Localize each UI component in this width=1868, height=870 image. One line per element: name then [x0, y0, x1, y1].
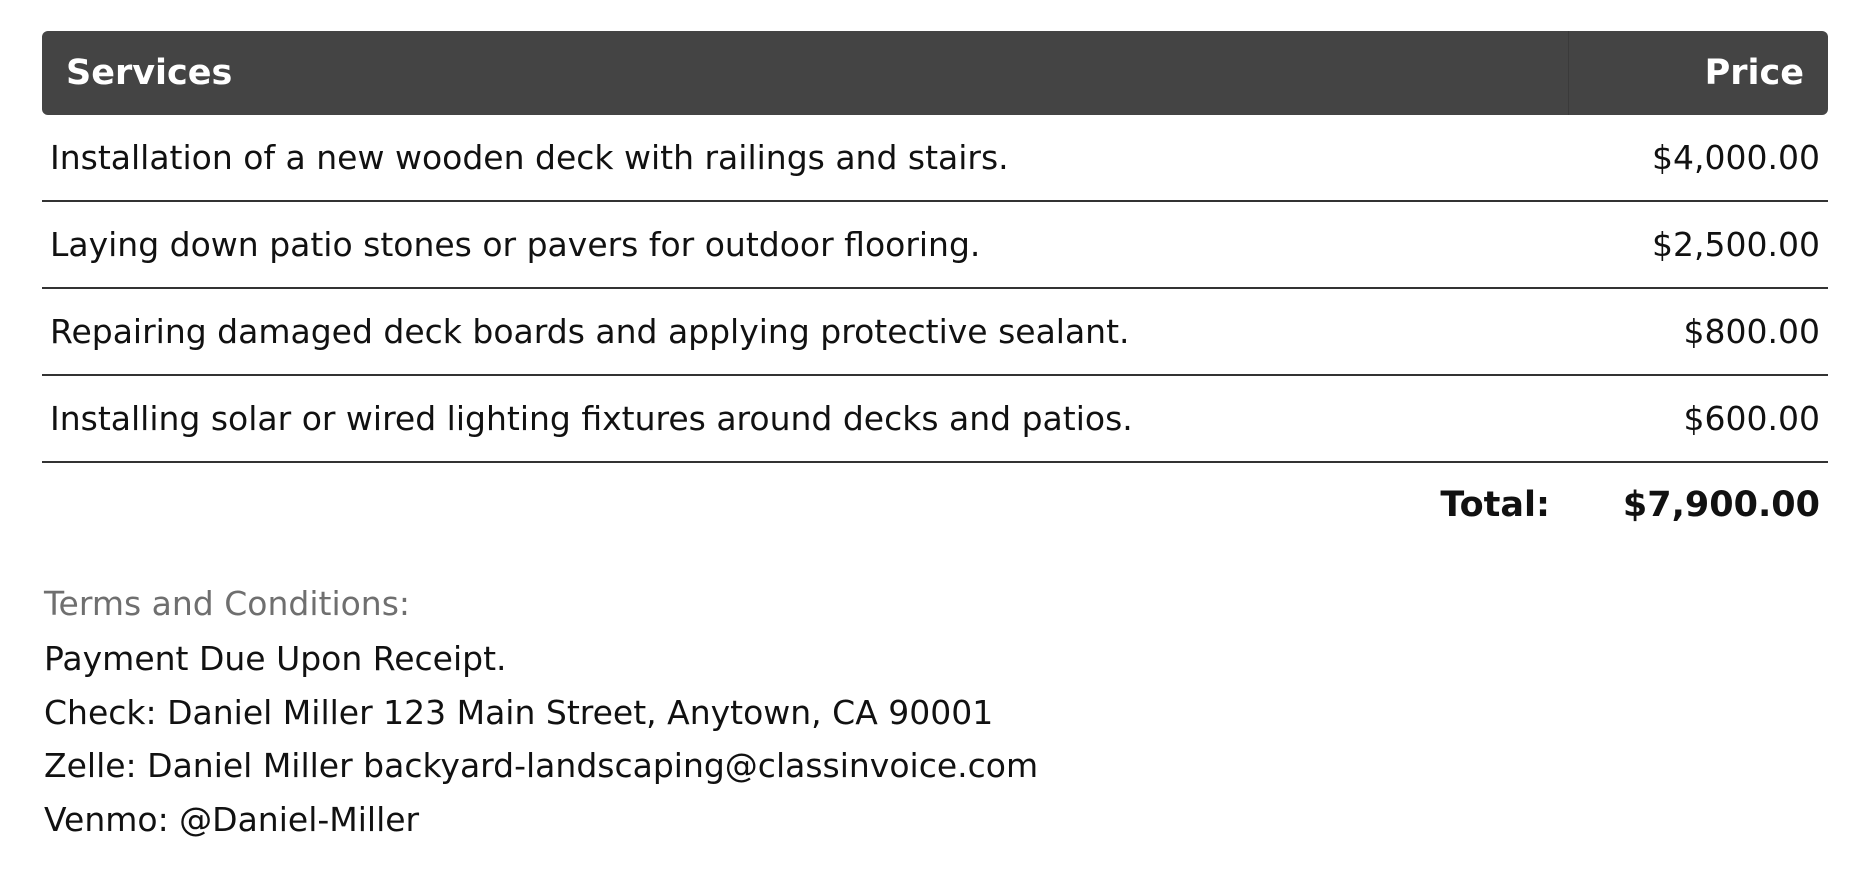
column-header-services: Services — [42, 31, 1568, 115]
table-row — [42, 288, 1828, 375]
service-description: Laying down patio stones or pavers for outdoor flooring. — [42, 201, 1568, 288]
table-row — [42, 115, 1828, 201]
total-row — [42, 462, 1828, 547]
service-price: $800.00 — [1568, 288, 1828, 375]
table-row — [42, 375, 1828, 462]
table-body — [42, 115, 1828, 462]
terms-venmo-info: Venmo: @Daniel-Miller — [44, 799, 420, 839]
service-price: $600.00 — [1568, 375, 1828, 462]
terms-payment-due: Payment Due Upon Receipt. — [44, 639, 507, 678]
service-description: Installation of a new wooden deck with railings and stairs. — [42, 115, 1568, 201]
table-row — [42, 201, 1828, 288]
service-price: $4,000.00 — [1568, 115, 1828, 201]
table-footer — [42, 462, 1828, 547]
terms-section — [44, 578, 1824, 846]
table-header — [42, 31, 1828, 115]
service-price: $2,500.00 — [1568, 201, 1828, 288]
terms-zelle-info: Zelle: Daniel Miller backyard-landscaping@classinvoice.com — [44, 746, 1039, 785]
column-header-price: Price — [1568, 31, 1828, 115]
service-description: Installing solar or wired lighting fixtures around decks and patios. — [42, 375, 1568, 462]
terms-heading: Terms and Conditions: — [44, 584, 411, 623]
terms-check-info: Check: Daniel Miller 123 Main Street, Anytown, CA 90001 — [44, 692, 994, 732]
total-value: $7,900.00 — [1622, 485, 1820, 525]
total-label: Total: — [1440, 485, 1550, 525]
services-table — [42, 31, 1828, 547]
service-description: Repairing damaged deck boards and applying protective sealant. — [42, 288, 1568, 375]
table-header-row — [42, 31, 1828, 115]
